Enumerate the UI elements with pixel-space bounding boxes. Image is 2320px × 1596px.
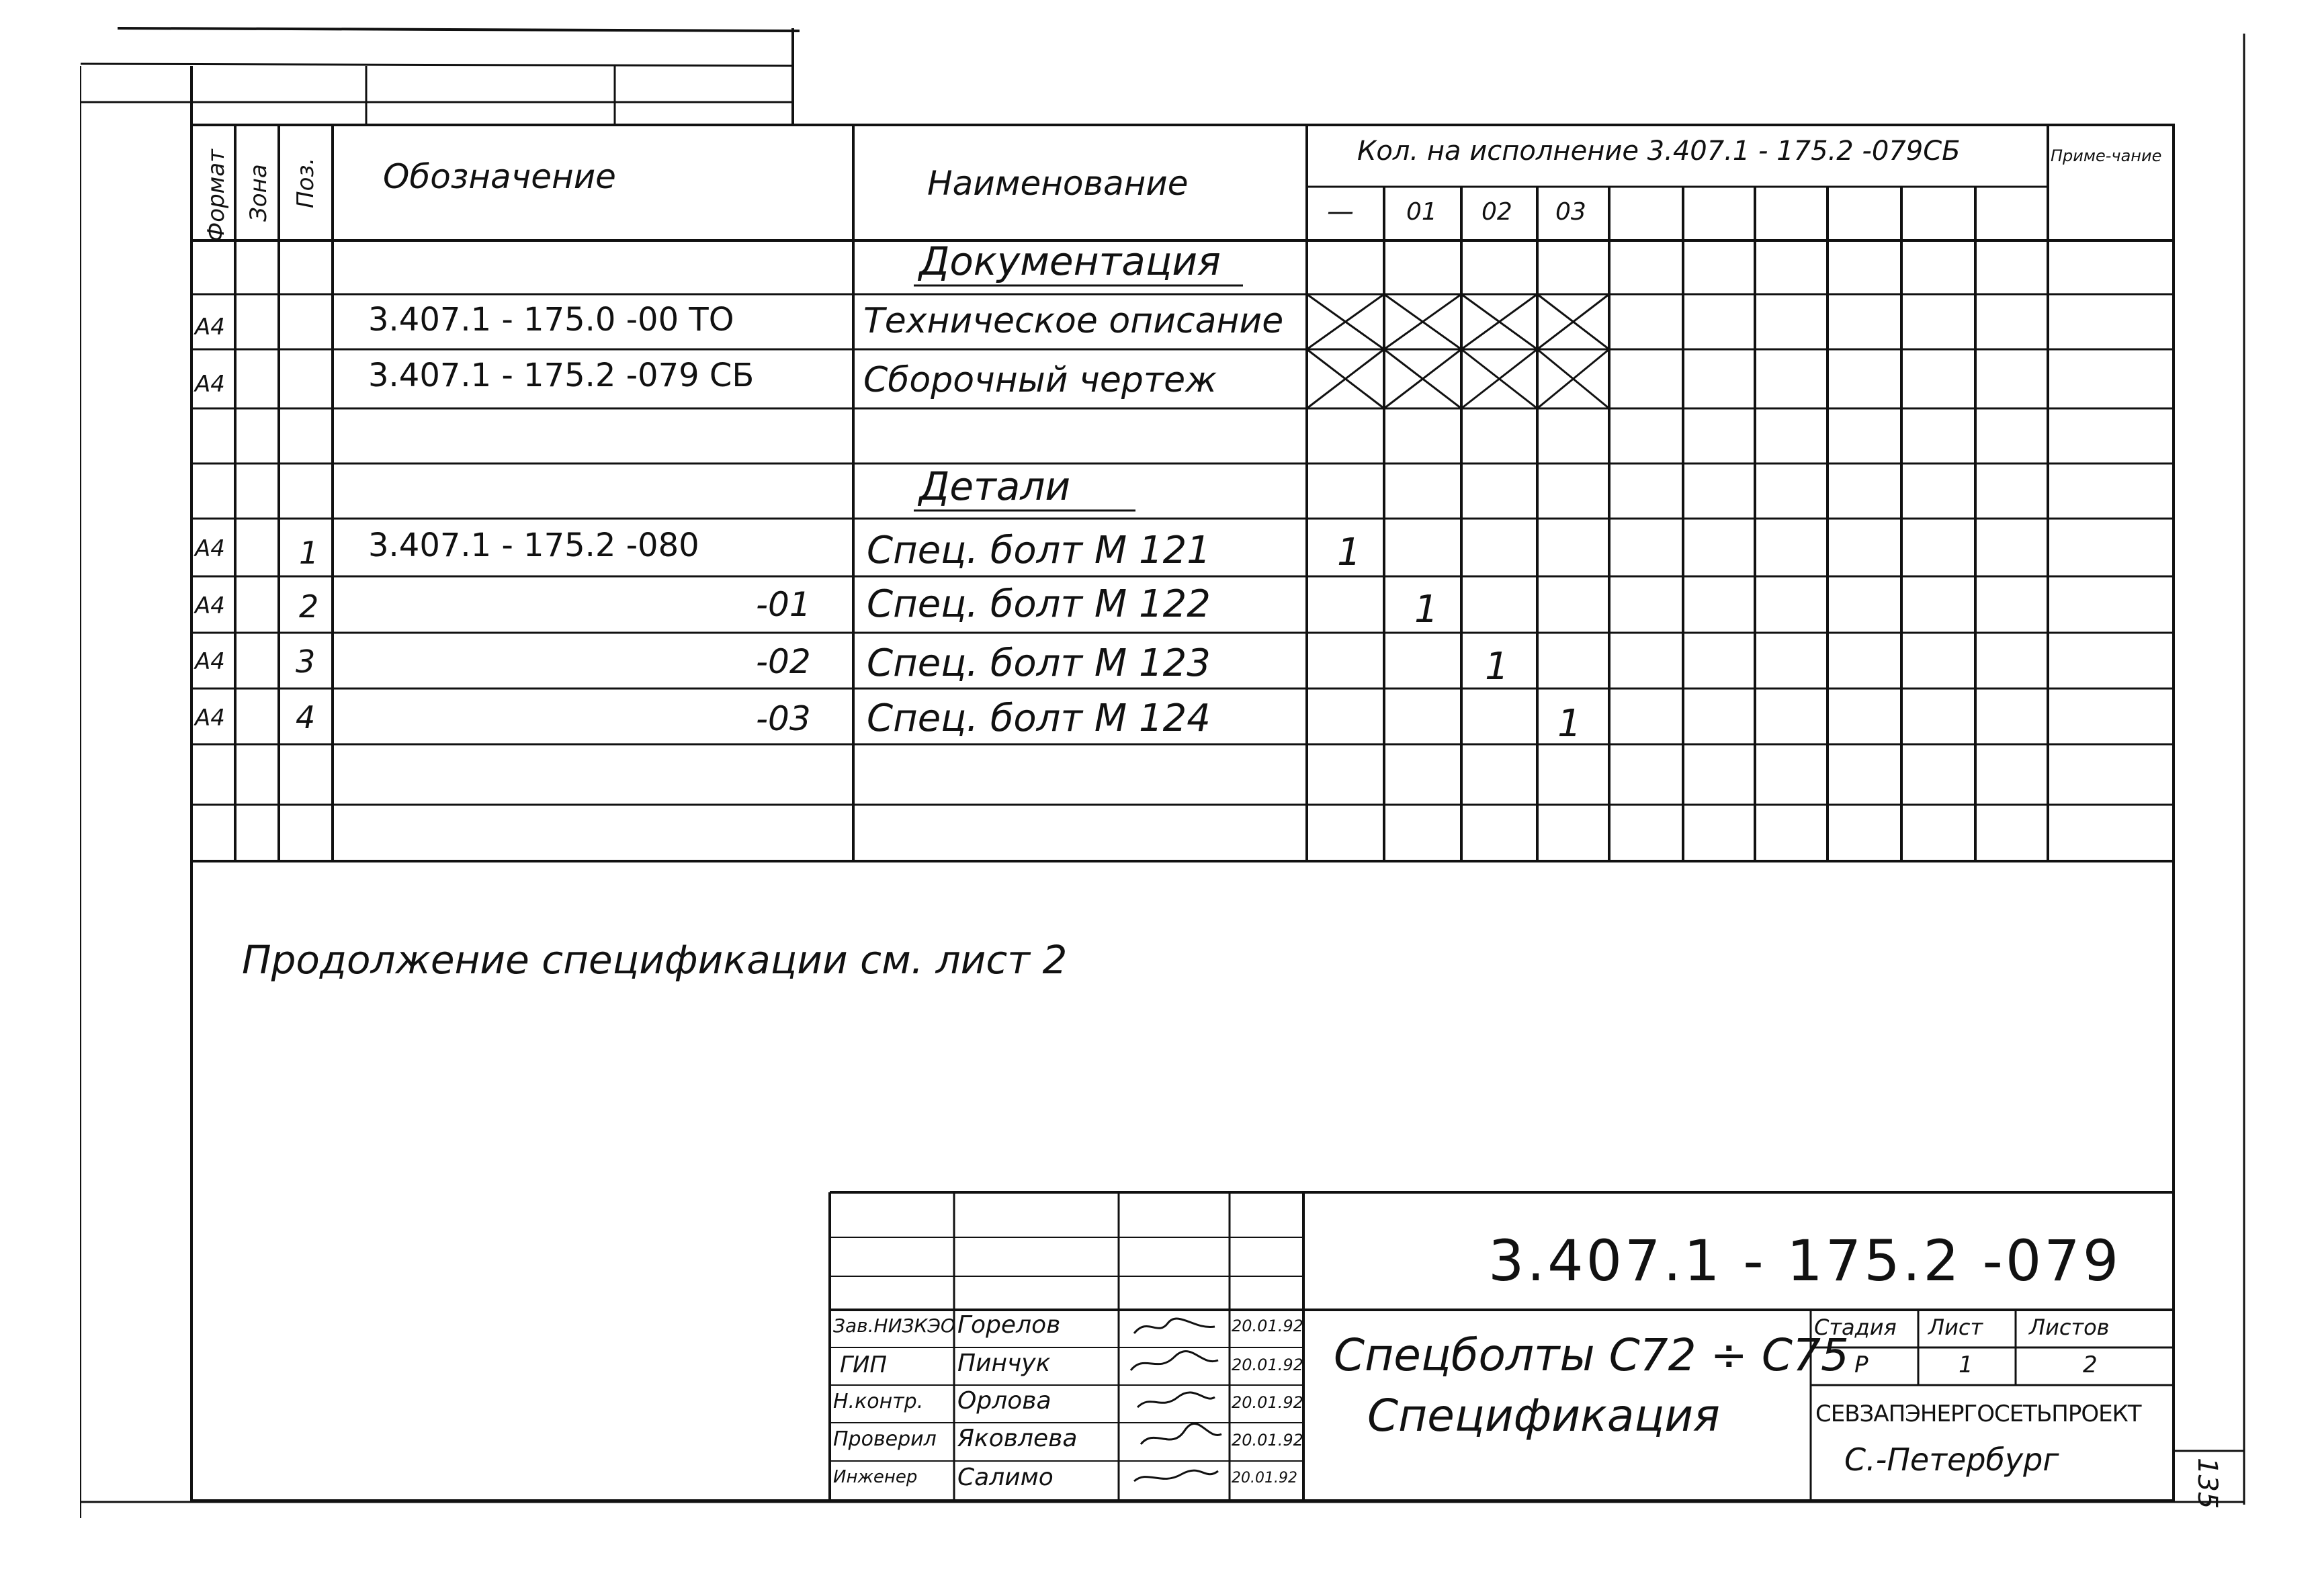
signature-role: Зав.НИЗКЭО <box>833 1315 955 1337</box>
qty-col-0: — <box>1327 196 1354 227</box>
signature-name: Орлова <box>957 1387 1051 1415</box>
signature-name: Яковлева <box>957 1425 1078 1452</box>
detail-row-qty: 1 <box>1485 645 1509 689</box>
detail-row-format: А4 <box>195 535 225 562</box>
header-note: Приме-чание <box>2051 146 2162 165</box>
detail-row-designation: -01 <box>756 585 811 624</box>
doc-row-name: Сборочный чертеж <box>863 360 1217 400</box>
cross-marks <box>1307 294 1609 408</box>
qty-col-2: 02 <box>1481 198 1512 226</box>
city: С.-Петербург <box>1844 1442 2059 1478</box>
doc-row-name: Техническое описание <box>863 301 1284 341</box>
detail-row-designation: 3.407.1 - 175.2 -080 <box>368 527 699 564</box>
page-number: 135 <box>2192 1458 2223 1509</box>
signature-scribbles <box>1121 1310 1228 1501</box>
signature-role: Проверил <box>833 1427 937 1451</box>
detail-row-format: А4 <box>195 705 225 732</box>
detail-row-format: А4 <box>195 648 225 675</box>
sheets-value: 2 <box>2083 1351 2098 1378</box>
signature-role: Н.контр. <box>833 1390 924 1413</box>
signature-date: 20.01.92 <box>1232 1470 1297 1487</box>
signature-name: Пинчук <box>957 1349 1051 1377</box>
document-number: 3.407.1 - 175.2 -079 <box>1488 1228 2122 1294</box>
detail-row-pos: 4 <box>296 699 316 736</box>
detail-row-designation: -03 <box>756 699 811 738</box>
signature-date: 20.01.92 <box>1232 1317 1303 1335</box>
sheet-label: Лист <box>1928 1315 1983 1340</box>
detail-row-name: Спец. болт М 124 <box>867 697 1211 740</box>
stage-value: Р <box>1854 1351 1868 1378</box>
detail-row-pos: 1 <box>299 535 319 571</box>
signature-date: 20.01.92 <box>1232 1393 1303 1412</box>
doc-row-designation: 3.407.1 - 175.2 -079 СБ <box>368 357 755 394</box>
signature-role: Инженер <box>833 1467 918 1487</box>
detail-row-name: Спец. болт М 122 <box>867 582 1211 626</box>
header-zone: Зона <box>245 164 272 222</box>
sheets-label: Листов <box>2029 1315 2110 1340</box>
organization: СЕВЗАПЭНЕРГОСЕТЬПРОЕКТ <box>1815 1401 2141 1427</box>
header-format: Формат <box>203 149 230 242</box>
header-pos: Поз. <box>292 157 319 208</box>
stage-label: Стадия <box>1814 1315 1897 1340</box>
detail-row-qty: 1 <box>1337 531 1361 574</box>
signature-role: ГИП <box>840 1351 887 1378</box>
detail-row-format: А4 <box>195 592 225 619</box>
header-designation: Обозначение <box>383 157 616 196</box>
section-details: Детали <box>919 463 1071 509</box>
detail-row-pos: 2 <box>299 588 319 625</box>
detail-row-pos: 3 <box>296 644 316 680</box>
detail-row-name: Спец. болт М 123 <box>867 641 1211 685</box>
doc-row-format: А4 <box>195 314 225 341</box>
header-qty-title: Кол. на исполнение 3.407.1 - 175.2 -079СБ <box>1357 136 1961 167</box>
doc-row-format: А4 <box>195 371 225 398</box>
title-line-1: Спецболты С72 ÷ С75 <box>1334 1329 1849 1381</box>
detail-row-qty: 1 <box>1414 588 1438 631</box>
detail-row-qty: 1 <box>1557 702 1582 746</box>
detail-row-designation: -02 <box>756 642 811 681</box>
signature-date: 20.01.92 <box>1232 1356 1303 1374</box>
header-name: Наименование <box>927 164 1189 203</box>
qty-col-3: 03 <box>1555 198 1586 226</box>
signature-name: Салимо <box>957 1464 1054 1491</box>
signature-name: Горелов <box>957 1311 1061 1339</box>
detail-row-name: Спец. болт М 121 <box>867 529 1211 572</box>
sheet-value: 1 <box>1959 1351 1973 1378</box>
section-documentation: Документация <box>919 238 1221 284</box>
qty-col-1: 01 <box>1406 198 1437 226</box>
signature-date: 20.01.92 <box>1232 1431 1303 1450</box>
doc-row-designation: 3.407.1 - 175.0 -00 ТО <box>368 301 734 339</box>
title-line-2: Спецификация <box>1367 1390 1720 1442</box>
continuation-note: Продолжение спецификации см. лист 2 <box>242 937 1068 983</box>
